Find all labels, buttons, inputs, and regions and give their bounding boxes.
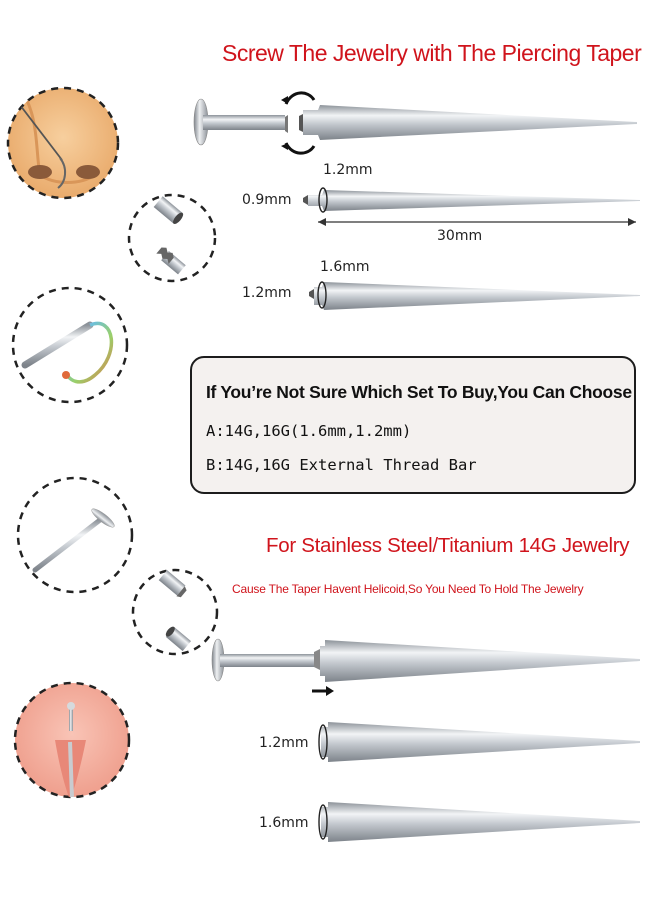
- label-gauge-1.2: 1.2mm: [242, 285, 292, 301]
- label-gauge-0.9: 0.9mm: [242, 192, 292, 208]
- nose-ring-circle: [13, 288, 127, 402]
- choice-info-box: [190, 356, 636, 494]
- bottom-subheading: Cause The Taper Havent Helicoid,So You Need To Hold The Jewelry: [232, 582, 584, 596]
- label-thread-1.2: 1.2mm: [323, 162, 373, 178]
- info-line-3: B:14G,16G External Thread Bar: [206, 456, 477, 474]
- thread-detail-circle-top: [129, 195, 215, 281]
- label-size-1.2: 1.2mm: [259, 735, 309, 751]
- nose-photo-circle: [8, 80, 118, 198]
- taper-1.2-top: [309, 282, 640, 310]
- label-size-1.6: 1.6mm: [259, 815, 309, 831]
- info-line-1: If You’re Not Sure Which Set To Buy,You Can Choose: [206, 382, 632, 402]
- labret-stud-circle: [18, 478, 132, 592]
- top-heading: Screw The Jewelry with The Piercing Taper: [222, 40, 642, 66]
- bottom-jewelry-taper: [212, 639, 640, 696]
- taper-1.6-bottom: [319, 802, 640, 842]
- top-jewelry-taper: [194, 93, 637, 153]
- thread-detail-circle-bottom: [133, 570, 217, 654]
- label-thread-1.6: 1.6mm: [320, 259, 370, 275]
- taper-1.2-bottom: [319, 722, 640, 762]
- label-length-30mm: 30mm: [437, 228, 483, 244]
- info-line-2: A:14G,16G(1.6mm,1.2mm): [206, 422, 412, 440]
- bottom-heading: For Stainless Steel/Titanium 14G Jewelry: [266, 534, 630, 557]
- belly-photo-circle: [15, 683, 129, 800]
- taper-0.9: [303, 188, 640, 226]
